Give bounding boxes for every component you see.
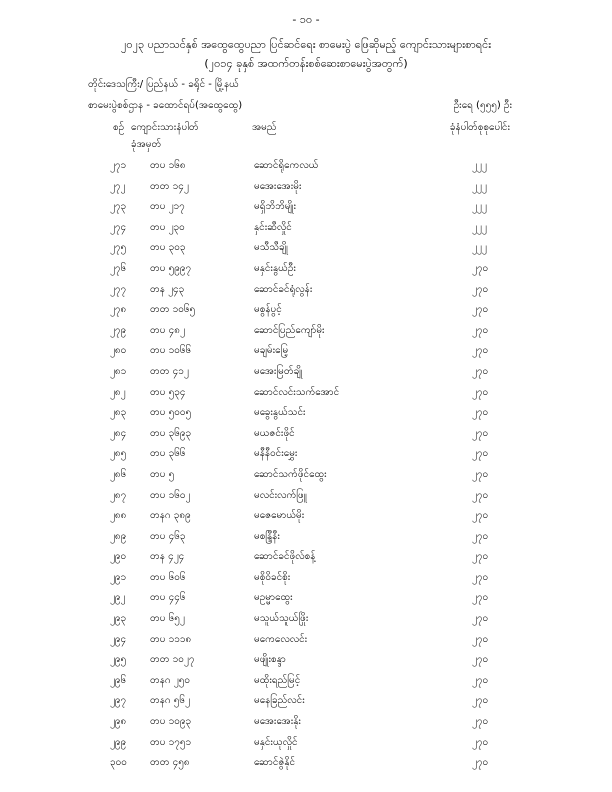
seat-count: ၂၇၀ (472, 757, 489, 769)
table-row (0, 735, 612, 756)
seat-count: ၂၇၀ (472, 633, 489, 645)
table-row (0, 590, 612, 611)
column-header-count: ခုံနံပါတ်စုစုပေါင်း (449, 122, 510, 133)
row-number: ၂၈၈ (110, 510, 127, 522)
row-number: ၂၉၄ (110, 633, 127, 645)
table-row (0, 755, 612, 776)
row-number: ၂၈၆ (110, 468, 127, 480)
roll-code: တန ၄၂၄ (150, 551, 185, 563)
row-number: ၂၉၃ (110, 613, 127, 625)
table-row (0, 261, 612, 282)
roll-code: တပ ၆၀၆ (150, 571, 186, 583)
roll-code: တပ ၃၀၃ (150, 242, 186, 254)
student-name: မအေးမြတ်ချို (254, 365, 303, 377)
row-number: ၂၇၁ (110, 160, 127, 171)
row-number: ၂၉၉ (110, 736, 127, 748)
document-subtitle: (၂၀၁၄ ခုနှစ် အထက်တန်းစစ်ဆေးစာမေးပွဲအတွက်) (204, 57, 408, 70)
student-name: ဆောင်ရိုကေလယ် (254, 160, 319, 171)
roll-code: တတ ၄၅၈ (150, 757, 190, 769)
student-name: မနှင်းယုလှိုင် (254, 736, 298, 748)
student-name: ဆောင်ပြည်ကျော်မိုး (254, 324, 325, 336)
roll-code: တပ ၁၆၈ (150, 160, 186, 171)
row-number: ၂၉၀ (110, 551, 127, 563)
roll-code: တပ ၁၁၁၈ (150, 633, 192, 645)
row-number: ၂၉၆ (110, 674, 127, 686)
student-name: မလင်းလက်ဖြူ (254, 489, 307, 501)
table-row (0, 199, 612, 220)
seat-count: ၂၇၀ (472, 592, 489, 604)
roll-code: တန ၂၄၃ (150, 283, 185, 295)
student-name: ဆောင်ခင်ဖိုလ်စန့် (254, 551, 316, 563)
seat-count: ၂၂၂ (472, 242, 487, 254)
table-row (0, 302, 612, 323)
roll-code: တပ ၁၇၅၁ (150, 736, 192, 748)
row-number: ၂၉၅ (110, 654, 127, 666)
student-name: မနီနီဝင်းမွှေး (254, 448, 298, 460)
seat-count: ၂၂၂ (472, 221, 487, 233)
row-number: ၂၈၉ (110, 530, 127, 542)
student-name: မချမ်းမြေ့ (254, 345, 289, 357)
roll-code: တပ ၅၀၀၅ (150, 407, 192, 419)
seat-count: ၂၂၂ (472, 201, 487, 213)
row-number: ၂၈၂ (110, 386, 126, 398)
document-title: ၂၀၂၃ ပညာသင်နှစ် အထွေထွေပညာ ပြင်ဆင်ရေး စာမေးပွဲ ဖြေဆိုမည့် ကျောင်းသားများစာရင်း (121, 38, 491, 51)
row-number: ၂၇၂ (110, 180, 126, 192)
student-name: မခွေးနွယ်သင်း (254, 407, 306, 419)
student-name: မဇေမောယ်မိုး (254, 510, 305, 522)
roll-code: တပ ၅၃၄ (150, 386, 186, 398)
seat-count: ၂၇၀ (472, 654, 489, 666)
seat-count: ၂၇၀ (472, 262, 489, 274)
roll-code: တပ ၁၀၆၆ (150, 345, 192, 357)
column-header-school: ကျောင်းသားနံပါတ် (131, 122, 199, 133)
student-name: ဆောင်သက်ဖိုင်ထွေး (254, 468, 327, 480)
row-number: ၂၈၃ (110, 407, 127, 419)
roll-code: တပ ၄၆၃ (150, 530, 186, 542)
row-number: ၂၇၃ (110, 201, 127, 213)
table-row (0, 714, 612, 735)
student-name: မနှင်းနွယ်ဦး (254, 262, 296, 274)
seat-count: ၂၇၀ (472, 736, 489, 748)
seat-count: ၂၇၀ (472, 613, 489, 625)
student-name: မယဇင်းဖိုင် (254, 427, 295, 439)
student-name: ဆောင်လင်းသက်အောင် (254, 386, 340, 398)
table-row (0, 179, 612, 200)
student-name: ဆောင်ခင်ရုံလွန်း (254, 283, 313, 295)
student-name: မစန္ဒြီနီး (254, 530, 280, 542)
row-number: ၂၇၇ (110, 283, 127, 295)
row-number: ၂၈၀ (110, 345, 127, 357)
seat-count: ၂၇၀ (472, 551, 489, 563)
row-number: ၂၈၇ (110, 489, 127, 501)
seat-count: ၂၇၀ (472, 674, 489, 686)
roll-code: တပ ၁၀၉၃ (150, 716, 192, 728)
table-row (0, 364, 612, 385)
seat-count: ၂၇၀ (472, 489, 489, 501)
roll-code: တတ ၁၀၂၇ (150, 654, 195, 666)
roll-code: တပ ၃၆၉၃ (150, 427, 192, 439)
table-row (0, 158, 612, 179)
roll-code: တပ ၁၆၀၂ (150, 489, 191, 501)
table-row (0, 632, 612, 653)
table-row (0, 549, 612, 570)
roll-code: တပ ၅၉၉၇ (150, 262, 192, 274)
row-number: ၂၉၈ (110, 716, 127, 728)
table-row (0, 405, 612, 426)
row-number: ၂၉၇ (110, 695, 127, 707)
table-row (0, 529, 612, 550)
table-row (0, 488, 612, 509)
row-number: ၂၇၆ (110, 262, 127, 274)
roll-code: တတ ၁၀၆၅ (150, 304, 196, 316)
row-number: ၂၇၉ (110, 324, 127, 336)
seat-count: ၂၇၀ (472, 468, 489, 480)
seat-count: ၂၇၀ (472, 407, 489, 419)
student-name: မဥမ္မာထွေး (254, 592, 293, 604)
table-row (0, 570, 612, 591)
student-name: မစိုဝိခင်စိုး (254, 571, 291, 583)
seat-count: ၂၇၀ (472, 695, 489, 707)
column-header-school-line2: ခုံအမှတ် (131, 139, 162, 150)
column-header-no: စဉ် (113, 122, 125, 133)
row-number: ၃၀၀ (110, 757, 127, 769)
seat-count: ၂၂၂ (472, 160, 487, 171)
row-number: ၂၈၅ (110, 448, 127, 460)
table-row (0, 508, 612, 529)
student-name: မအေးအေးနိုး (254, 716, 301, 728)
row-number: ၂၇၅ (110, 242, 127, 254)
roll-code: တပ ၂၁၇ (150, 201, 185, 213)
seat-count: ၂၇၀ (472, 283, 489, 295)
seat-count: ၂၇၀ (472, 386, 489, 398)
roll-code: တပ ၄၈၂ (150, 324, 185, 336)
table-row (0, 611, 612, 632)
table-row (0, 426, 612, 447)
table-row (0, 673, 612, 694)
seat-count: ၂၇၀ (472, 448, 489, 460)
table-row (0, 220, 612, 241)
page-number: - ၁၀ - (292, 13, 320, 26)
table-row (0, 385, 612, 406)
student-name: ဆောင်ဇွဲနိုင် (254, 757, 296, 769)
seat-count: ၂၇၀ (472, 530, 489, 542)
roll-code: တပ ၆၅၂ (150, 613, 185, 625)
seat-count: ၂၇၀ (472, 510, 489, 522)
roll-code: တပ ၅ (150, 468, 175, 480)
roll-code: တနဂ ၂၅၀ (150, 674, 190, 686)
table-row (0, 446, 612, 467)
row-number: ၂၇၄ (110, 221, 127, 233)
table-row (0, 240, 612, 261)
column-header-name: အမည် (252, 122, 277, 133)
roll-code: တနဂ ၃၈၉ (150, 510, 191, 522)
table-row (0, 343, 612, 364)
row-number: ၂၈၄ (110, 427, 127, 439)
student-name: မနေခြည်လင်း (254, 695, 305, 707)
table-row (0, 652, 612, 673)
table-row (0, 467, 612, 488)
student-name: မသူယ်သူယ်ဖြိုး (254, 613, 309, 625)
roll-code: တပ ၃၆၆ (150, 448, 186, 460)
table-row (0, 282, 612, 303)
table-row (0, 323, 612, 344)
row-number: ၂၉၂ (110, 592, 126, 604)
roll-code: တတ ၁၄၂ (150, 180, 189, 192)
student-name: မကေလေလင်း (254, 633, 308, 645)
seat-count: ၂၇၀ (472, 571, 489, 583)
seat-count: ၂၇၀ (472, 324, 489, 336)
seat-count: ၂၇၀ (472, 716, 489, 728)
row-number: ၂၉၁ (110, 571, 127, 583)
seat-count: ၂၇၀ (472, 345, 489, 357)
roll-code: တတ ၄၁၂ (150, 365, 189, 377)
student-name: မရှိဘိဘိမျိုး (254, 201, 296, 213)
student-name: မစွန်ပွင့် (254, 304, 282, 316)
table-row (0, 693, 612, 714)
student-name: မအေးအေးမိုး (254, 180, 302, 192)
student-name: နှင်းဆီလှိုင် (254, 221, 292, 233)
seat-count: ၂၇၀ (472, 304, 489, 316)
student-list (0, 158, 612, 776)
location-line: တိုင်းဒေသကြီး/ ပြည်နယ် - ခရိုင် - မြို့နယ် (88, 79, 239, 90)
seat-count: ၂၂၂ (472, 180, 487, 192)
student-name: မထိုးရည်မြင့် (254, 674, 301, 686)
total-count: ဦးရေ (၅၅၅) ဦး (453, 100, 512, 111)
roll-code: တပ ၄၄၆ (150, 592, 186, 604)
seat-count: ၂၇၀ (472, 365, 489, 377)
roll-code: တနဂ ၅၆၂ (150, 695, 190, 707)
student-name: မဖျိုးစန္ဒာ (254, 654, 286, 666)
row-number: ၂၈၁ (110, 365, 127, 377)
roll-code: တပ ၂၃၀ (150, 221, 185, 233)
student-name: မသီသီချို (254, 242, 288, 254)
seat-count: ၂၇၀ (472, 427, 489, 439)
exam-center-line: စာမေးပွဲစစ်ဌာန - ခထောင်ရပ်(အထွေထွေ) (88, 100, 243, 111)
row-number: ၂၇၈ (110, 304, 127, 316)
